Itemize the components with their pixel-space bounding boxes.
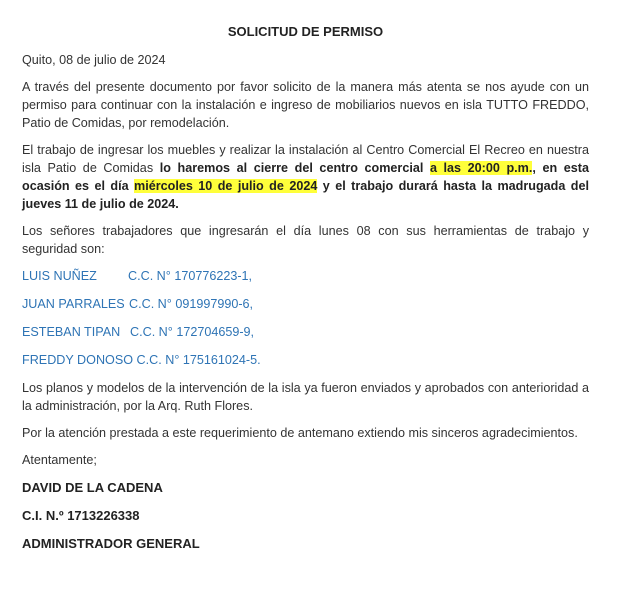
workers-intro: Los señores trabajadores que ingresarán el día lunes 08 con sus herramientas de trabajo y seguridad son: [22,224,589,256]
worker-name: FREDDY DONOSO [22,353,134,367]
signer-id: C.I. N.º 1713226338 [22,508,140,523]
plans-paragraph: Los planos y modelos de la intervención de la isla ya fueron enviados y aprobados con anterioridad a la administración, por la Arq. Ruth Flores. [22,381,589,413]
worker-name: JUAN PARRALES [22,297,125,311]
worker-id: C.C. N° 172704659-9, [130,325,255,339]
date-line: Quito, 08 de julio de 2024 [22,53,166,67]
intro-paragraph: A través del presente documento por favor solicito de la manera más atenta se nos ayude con un permiso para continuar con la instalación e ingreso de mobiliarios nuevos en isla TUTTO FREDDO, Patio de Comidas, por remodelación. [22,80,589,130]
worker-name: LUIS NUÑEZ [22,269,97,283]
worker-line [22,295,589,313]
work-text-2: lo haremos al cierre del centro comercial [159,161,430,175]
worker-line [22,323,589,341]
work-text-6: y el trabajo durará hasta la madrugada del jueves 11 de julio de 2024. [22,179,589,211]
worker-id: C.C. N° 170776223-1, [128,269,253,283]
work-text-1: El trabajo de ingresar los muebles y realizar la instalación al Centro Comercial El Recreo en nuestra isla Patio de Comidas [22,143,589,175]
document-title: SOLICITUD DE PERMISO [227,24,384,39]
work-text-4: , en esta ocasión es el día [22,161,589,193]
thanks-paragraph: Por la atención prestada a este requerimiento de antemano extiendo mis sinceros agradecimientos. [22,426,578,440]
signer-role: ADMINISTRADOR GENERAL [22,536,200,551]
worker-line [22,351,589,369]
worker-id: C.C. N° 175161024-5. [136,353,261,367]
closing-line: Atentamente; [22,453,97,467]
worker-id: C.C. N° 091997990-6, [129,297,254,311]
signer-name: DAVID DE LA CADENA [22,480,163,495]
work-time-highlight: a las 20:00 p.m. [429,161,533,175]
worker-name: ESTEBAN TIPAN [22,325,121,339]
worker-line [22,267,589,285]
work-date-highlight: miércoles 10 de julio de 2024 [134,179,318,193]
work-paragraph [22,141,589,213]
